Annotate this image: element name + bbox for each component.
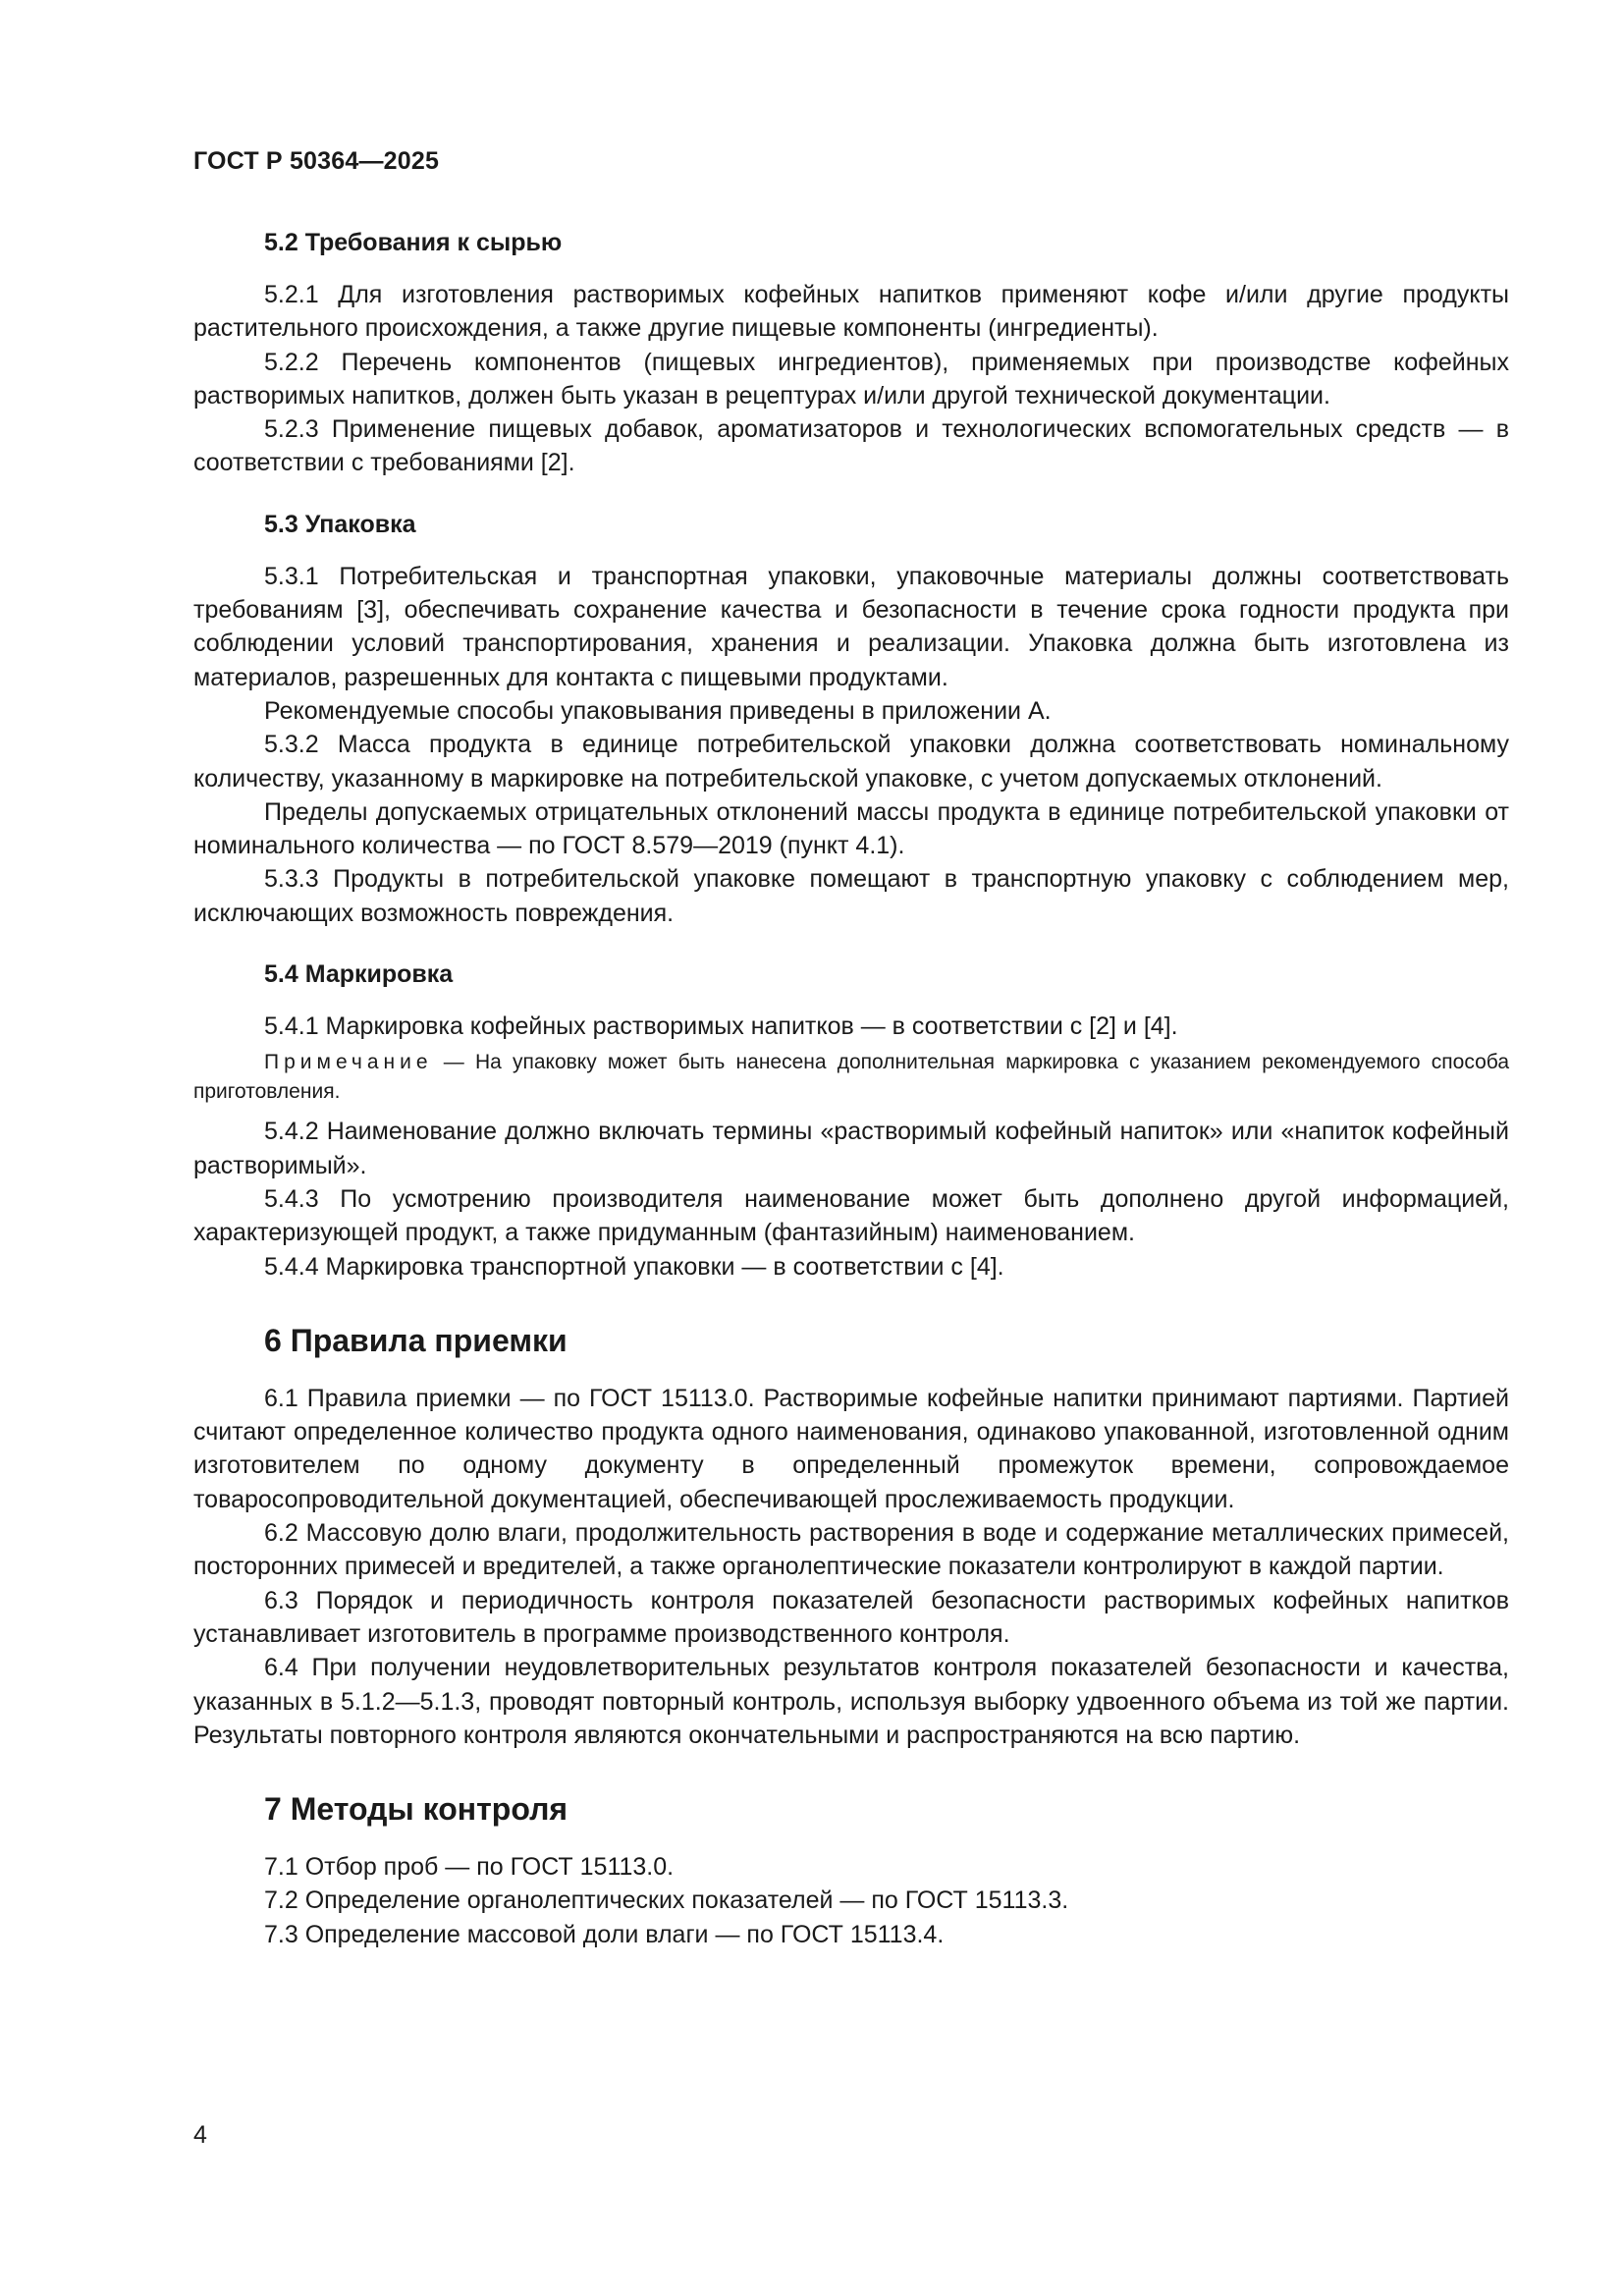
paragraph-5-4-2: 5.4.2 Наименование должно включать термины «растворимый кофейный напиток» или «напиток кофейный растворимый». [193,1118,1509,1179]
paragraph-5-2-2: 5.2.2 Перечень компонентов (пищевых ингредиентов), применяемых при производстве кофейных растворимых напитков, должен быть указан в рецептурах и/или другой технической документации. [193,348,1509,410]
section-5-2-heading: 5.2 Требования к сырью [264,229,563,256]
section-5-4-heading: 5.4 Маркировка [264,960,454,989]
note-5-4-1 [193,1048,1509,1107]
paragraph-6-2: 6.2 Массовую долю влаги, продолжительность растворения в воде и содержание металлических примесей, посторонних примесей и вредителей, а также органолептические показатели контролируют в каждой партии. [193,1519,1509,1581]
paragraph-5-4-1: 5.4.1 Маркировка кофейных растворимых напитков — в соответствии с [2] и [4]. [264,1012,1178,1041]
paragraph-5-4-3: 5.4.3 По усмотрению производителя наименование может быть дополнено другой информацией, характеризующей продукт, а также придуманным (фантазийным) наименованием. [193,1184,1509,1247]
paragraph-5-3-2: 5.3.2 Масса продукта в единице потребительской упаковки должна соответствовать номинальному количеству, указанному в маркировке на потребительской упаковке, с учетом допускаемых отклонений. [193,731,1509,793]
paragraph-5-3-1: 5.3.1 Потребительская и транспортная упаковки, упаковочные материалы должны соответствовать требованиям [3], обеспечивать сохранение качества и безопасности в течение срока годности продукта при соблюдении условий транспортирования, хранения и реализации. Упаковка должна быть изготовлена из материалов, разрешенных для контакта с пищевыми продуктами. [193,562,1509,691]
paragraph-5-3-1-recommended: Рекомендуемые способы упаковывания приведены в приложении А. [264,696,1052,725]
page-content [193,226,1509,1951]
paragraph-5-4-4: 5.4.4 Маркировка транспортной упаковки — в соответствии с [4]. [264,1252,1004,1281]
section-7-heading: 7 Методы контроля [264,1791,568,1828]
paragraph-6-3: 6.3 Порядок и периодичность контроля показателей безопасности растворимых кофейных напитков устанавливает изготовитель в программе производственного контроля. [193,1586,1509,1648]
note-text: — На упаковку может быть нанесена дополнительная маркировка с указанием рекомендуемого способа приготовления. [193,1051,1509,1104]
paragraph-5-2-1: 5.2.1 Для изготовления растворимых кофейных напитков применяют кофе и/или другие продукты растительного происхождения, а также другие пищевые компоненты (ингредиенты). [193,281,1509,343]
paragraph-7-3: 7.3 Определение массовой доли влаги — по ГОСТ 15113.4. [264,1920,945,1948]
paragraph-5-3-2-limits: Пределы допускаемых отрицательных отклонений массы продукта в единице потребительской упаковки от номинального количества — по ГОСТ 8.579—2019 (пункт 4.1). [193,797,1509,860]
note-label: Примечание [264,1051,433,1074]
document-code-header: ГОСТ Р 50364—2025 [193,147,440,175]
paragraph-7-2: 7.2 Определение органолептических показателей — по ГОСТ 15113.3. [264,1886,1069,1915]
paragraph-5-3-3: 5.3.3 Продукты в потребительской упаковке помещают в транспортную упаковку с соблюдением мер, исключающих возможность повреждения. [193,865,1509,927]
paragraph-6-1: 6.1 Правила приемки — по ГОСТ 15113.0. Растворимые кофейные напитки принимают партиями. Партией считают определенное количество продукта одного наименования, одинаково упакованной, изготовленной одним изготовителем по одному документу в определенный промежуток времени, сопровождаемое товаросопроводительной документацией, обеспечивающей прослеживаемость продукции. [193,1384,1509,1513]
section-5-3-heading: 5.3 Упаковка [264,510,416,538]
page-number: 4 [193,2121,207,2149]
paragraph-5-2-3: 5.2.3 Применение пищевых добавок, ароматизаторов и технологических вспомогательных средств — в соответствии с требованиями [2]. [193,415,1509,477]
section-6-heading: 6 Правила приемки [264,1322,568,1358]
paragraph-6-4: 6.4 При получении неудовлетворительных результатов контроля показателей безопасности и качества, указанных в 5.1.2—5.1.3, проводят повторный контроль, используя выборку удвоенного объема из той же партии. Результаты повторного контроля являются окончательными и распространяются на всю партию. [193,1654,1509,1749]
paragraph-7-1: 7.1 Отбор проб — по ГОСТ 15113.0. [264,1853,675,1882]
